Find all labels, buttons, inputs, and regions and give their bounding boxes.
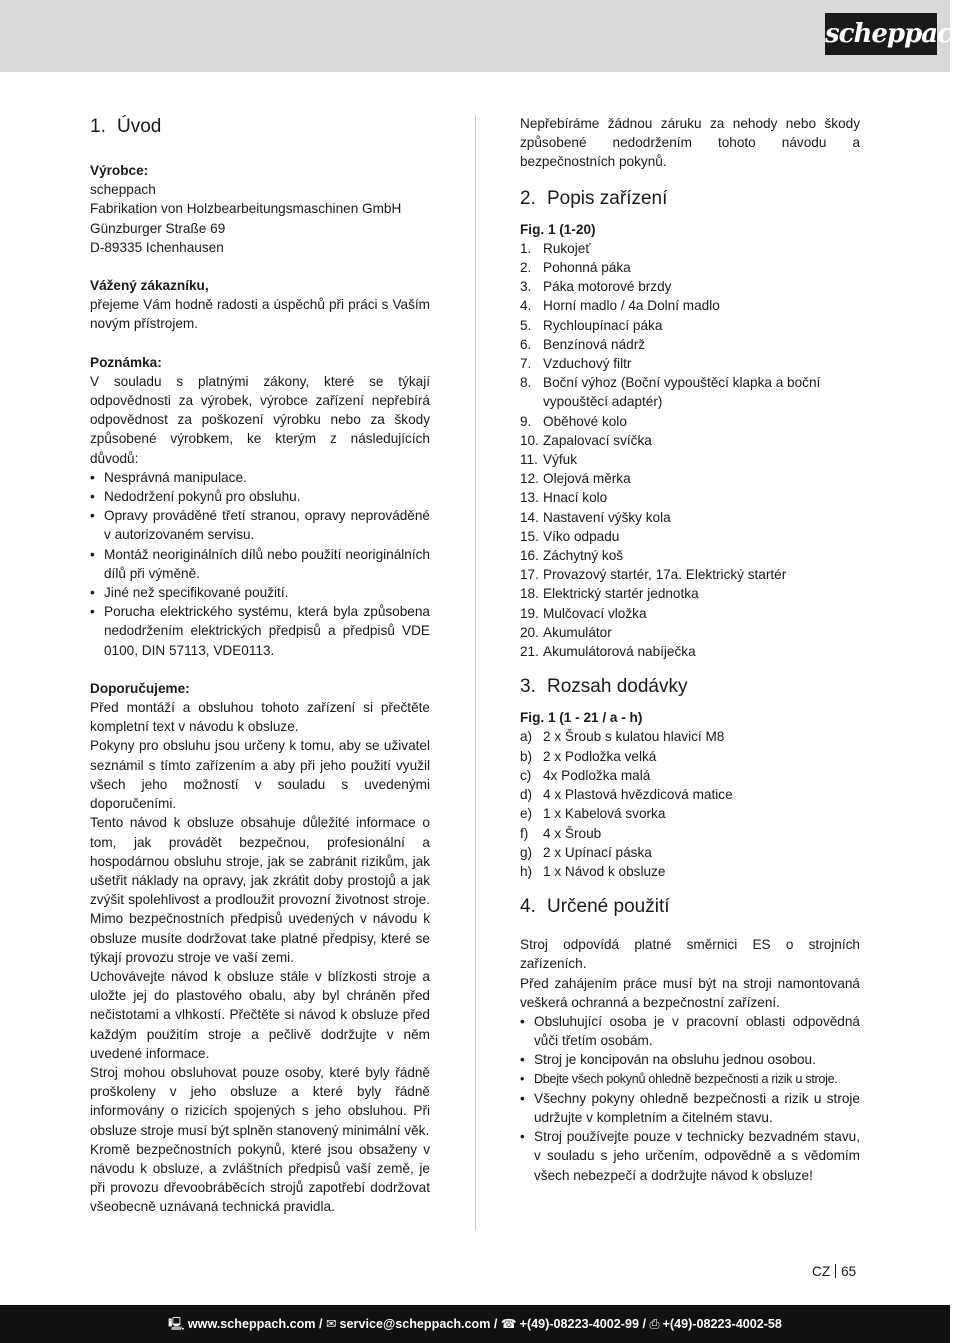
section-4-heading: 4. Určené použití [520, 896, 670, 918]
list-item: 5. Rychloupínací páka [520, 317, 663, 333]
usage-paragraph: Před zahájením práce musí být na stroji namontovaná veškerá ochranná a bezpečnostní zařízení. [520, 975, 860, 1010]
recommend-label: Doporučujeme: [90, 680, 190, 696]
list-item: • Stroj je koncipován na obsluhu jednou osobou. [520, 1050, 860, 1069]
fax-icon: ⎙ [649, 1317, 660, 1331]
list-item: e) 1 x Kabelová svorka [520, 806, 666, 822]
header-band [0, 0, 950, 72]
list-item: • Dbejte všech pokynů ohledně bezpečnosti a rizik u stroje. [520, 1070, 860, 1089]
recommend-paragraph: Před montáží a obsluhou tohoto zařízení si přečtěte kompletní text v návodu k obsluze. [90, 700, 430, 735]
list-item: g) 2 x Upínací páska [520, 844, 652, 860]
manufacturer-line: D-89335 Ichenhausen [90, 239, 224, 255]
list-item: 8. Boční výhoz (Boční vypouštěcí klapka a boční vypouštěcí adaptér) [520, 375, 821, 410]
phone-icon: ☎ [500, 1317, 517, 1331]
left-column [90, 114, 430, 1217]
parts-list [520, 239, 860, 661]
list-item: c) 4x Podložka malá [520, 767, 651, 783]
greeting-text: přejeme Vám hodně radosti a úspěchů při práci s Vaším novým přístrojem. [90, 297, 430, 332]
list-item: • Porucha elektrického systému, která byla způsobena nedodržením elektrických předpisů a předpisů VDE 0100, DIN 57113, VDE0113. [90, 602, 430, 660]
manufacturer-line: scheppach [90, 182, 156, 198]
manufacturer-line: Günzburger Straße 69 [90, 220, 226, 236]
list-item: 16. Záchytný koš [520, 548, 624, 564]
column-divider [475, 115, 476, 1230]
page-language: CZ [812, 1264, 831, 1279]
note-list [90, 468, 430, 660]
list-item: 9. Oběhové kolo [520, 413, 627, 429]
list-item: 3. Páka motorové brzdy [520, 279, 672, 295]
list-item: 18. Elektrický startér jednotka [520, 586, 699, 602]
scheppach-logo: scheppach [825, 13, 937, 55]
list-item: h) 1 x Návod k obsluze [520, 863, 666, 879]
list-item: 1. Rukojeť [520, 240, 591, 256]
recommend-paragraph: Stroj mohou obsluhovat pouze osoby, které byly řádně proškoleny v jeho obsluze a které byly řádně informovány o rizicích spojených s jeho obsluhou. Při obsluze stroje musí být splněn stanovený minimální věk. [90, 1064, 430, 1138]
list-item: 21. Akumulátorová nabíječka [520, 644, 696, 660]
right-column [520, 114, 860, 1185]
section-1-heading: 1. Úvod [90, 116, 162, 137]
list-item: 15. Víko odpadu [520, 528, 620, 544]
figure-label: Fig. 1 (1-20) [520, 221, 596, 237]
footer-web[interactable]: www.scheppach.com / [187, 1317, 323, 1331]
page-number-value: 65 [841, 1264, 857, 1279]
list-item: 14. Nastavení výšky kola [520, 509, 671, 525]
list-item: 7. Vzduchový filtr [520, 356, 632, 372]
greeting-label: Vážený zákazníku, [90, 278, 209, 294]
list-item: d) 4 x Plastová hvězdicová matice [520, 787, 733, 803]
list-item: 13. Hnací kolo [520, 490, 608, 506]
list-item: f) 4 x Šroub [520, 825, 602, 841]
footer-email[interactable]: service@scheppach.com / [339, 1317, 498, 1331]
list-item: 4. Horní madlo / 4a Dolní madlo [520, 298, 720, 314]
page-number-separator [835, 1264, 836, 1278]
section-3-heading: 3. Rozsah dodávky [520, 676, 688, 698]
list-item: • Obsluhující osoba je v pracovní oblasti odpovědná vůči třetím osobám. [520, 1012, 860, 1050]
note-label: Poznámka: [90, 354, 162, 370]
list-item: • Nesprávná manipulace. [90, 468, 430, 487]
computer-icon: 🖳 [168, 1317, 185, 1331]
list-item: 20. Akumulátor [520, 624, 612, 640]
delivery-list [520, 727, 860, 881]
list-item: 6. Benzínová nádrž [520, 336, 646, 352]
list-item: 12. Olejová měrka [520, 471, 631, 487]
list-item: b) 2 x Podložka velká [520, 748, 657, 764]
footer-contact-bar [0, 1305, 950, 1343]
usage-paragraph: Stroj odpovídá platné směrnici ES o strojních zařízeních. [520, 937, 860, 972]
list-item: a) 2 x Šroub s kulatou hlavicí M8 [520, 729, 725, 745]
note-text: V souladu s platnými zákony, které se týkají odpovědnosti za výrobek, výrobce zařízení nepřebírá odpovědnost za poškození výrobku nebo za škody způsobené výrobkem, ke kterým z následujících důvodů: [90, 373, 430, 466]
usage-list [520, 1012, 860, 1185]
recommend-paragraph: Pokyny pro obsluhu jsou určeny k tomu, aby se uživatel seznámil s tímto zařízením a aby při jeho použití využil všech jeho možností v souladu s uvedenými doporučeními. [90, 738, 430, 812]
list-item: • Stroj používejte pouze v technicky bezvadném stavu, v souladu s jeho určením, odpovědně a s vědomím všech nebezpečí a dodržujte návod k obsluze! [520, 1127, 860, 1185]
footer-fax: +(49)-08223-4002-58 [662, 1317, 782, 1331]
list-item: • Montáž neoriginálních dílů nebo použití neoriginálních dílů při výměně. [90, 545, 430, 583]
list-item: 11. Výfuk [520, 452, 577, 468]
list-item: • Jiné než specifikované použití. [90, 583, 430, 602]
list-item: • Nedodržení pokynů pro obsluhu. [90, 487, 430, 506]
figure-label: Fig. 1 (1 - 21 / a - h) [520, 710, 643, 726]
list-item: • Všechny pokyny ohledně bezpečnosti a rizik u stroje udržujte v kompletním a čitelném stavu. [520, 1089, 860, 1127]
page-number [812, 1264, 856, 1279]
email-icon: ✉ [325, 1317, 337, 1331]
recommend-paragraph: Kromě bezpečnostních pokynů, které jsou obsaženy v návodu k obsluze, a zvláštních předpisů vaší země, je při provozu dřevoobráběcích strojů zapotřebí dodržovat všeobecně uznávaná technická pravidla. [90, 1141, 430, 1215]
list-item: 10. Zapalovací svíčka [520, 432, 652, 448]
footer-phone: +(49)-08223-4002-99 / [519, 1317, 646, 1331]
recommend-paragraph: Uchovávejte návod k obsluze stále v blízkosti stroje a uložte jej do plastového obalu, aby byl chráněn před nečistotami a vlhkostí. Přečtěte si návod k obsluze před každým použitím stroje a pečlivě dodržujte v něm uvedené informace. [90, 968, 430, 1061]
manufacturer-line: Fabrikation von Holzbearbeitungsmaschinen GmbH [90, 201, 402, 217]
manufacturer-label: Výrobce: [90, 163, 149, 178]
list-item: 17. Provazový startér, 17a. Elektrický startér [520, 567, 787, 583]
warranty-disclaimer: Nepřebíráme žádnou záruku za nehody nebo škody způsobené nedodržením tohoto návodu a bezpečnostních pokynů. [520, 116, 860, 170]
list-item: • Opravy prováděné třetí stranou, opravy neprováděné v autorizovaném servisu. [90, 506, 430, 544]
list-item: 2. Pohonná páka [520, 260, 631, 276]
section-2-heading: 2. Popis zařízení [520, 187, 668, 209]
recommend-paragraph: Tento návod k obsluze obsahuje důležité informace o tom, jak provádět bezpečnou, profesionální a hospodárnou obsluhu stroje, jak se zabránit rizikům, jak ušetřit náklady na opravy, jak zkrátit doby prostojů a jak zvýšit spolehlivost a prodloužit provozní životnost stroje. Mimo bezpečnostních předpisů uvedených v návodu k obsluze musíte dodržovat take platné předpisy, které se týkají provozu stroje ve vaší zemi. [90, 815, 430, 965]
list-item: 19. Mulčovací vložka [520, 605, 647, 621]
